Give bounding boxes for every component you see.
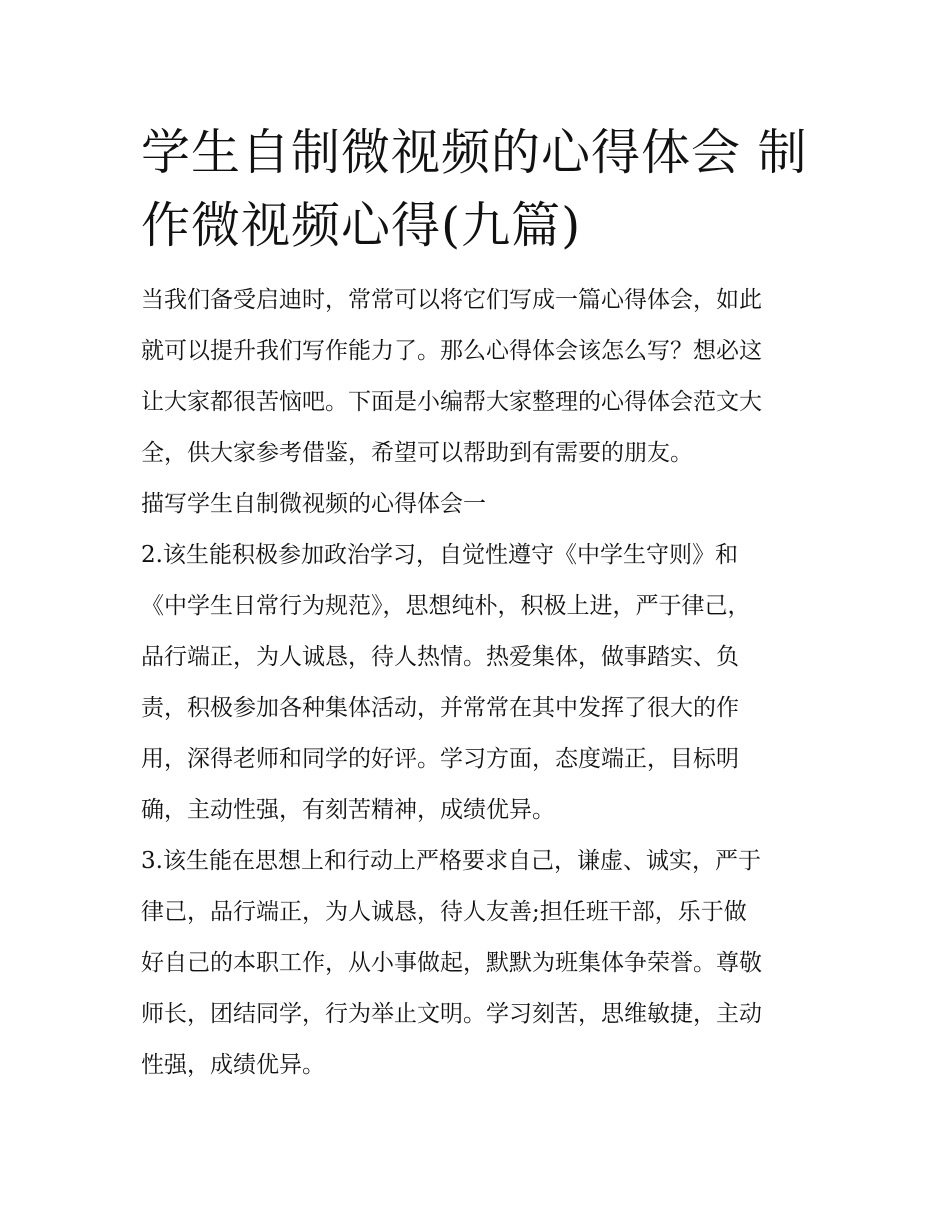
intro-line-3: 让大家都很苦恼吧。下面是小编帮大家整理的心得体会范文大 bbox=[141, 389, 762, 415]
item-2-paragraph bbox=[141, 530, 831, 836]
item-2-line-2: 《中学生日常行为规范》，思想纯朴，积极上进，严于律己， bbox=[141, 593, 751, 619]
title-line-1: 学生自制微视频的心得体会 制 bbox=[141, 124, 808, 181]
item-2-line-6: 确，主动性强，有刻苦精神，成绩优异。 bbox=[141, 797, 555, 823]
item-2-line-4: 责，积极参加各种集体活动，并常常在其中发挥了很大的作 bbox=[141, 695, 739, 721]
section-heading-text: 描写学生自制微视频的心得体会一 bbox=[141, 491, 486, 517]
item-3-line-4: 师长，团结同学，行为举止文明。学习刻苦，思维敏捷，主动 bbox=[141, 1001, 762, 1027]
item-3-line-2: 律己，品行端正，为人诚恳，待人友善;担任班干部，乐于做 bbox=[141, 899, 747, 925]
intro-line-1: 当我们备受启迪时，常常可以将它们写成一篇心得体会，如此 bbox=[141, 287, 762, 313]
title-line-2: 作微视频心得(九篇) bbox=[141, 197, 582, 254]
item-2-line-5: 用，深得老师和同学的好评。学习方面，态度端正，目标明 bbox=[141, 746, 739, 772]
intro-line-2: 就可以提升我们写作能力了。那么心得体会该怎么写？想必这 bbox=[141, 338, 762, 364]
item-3-paragraph bbox=[141, 836, 831, 1091]
item-3-line-3: 好自己的本职工作，从小事做起，默默为班集体争荣誉。尊敬 bbox=[141, 950, 762, 976]
document-title bbox=[141, 116, 831, 262]
intro-line-4: 全，供大家参考借鉴，希望可以帮助到有需要的朋友。 bbox=[141, 440, 693, 466]
section-heading bbox=[141, 479, 831, 530]
item-2-line-1: 2.该生能积极参加政治学习，自觉性遵守《中学生守则》和 bbox=[141, 542, 738, 568]
item-3-line-5: 性强，成绩优异。 bbox=[141, 1052, 325, 1078]
intro-paragraph bbox=[141, 275, 831, 479]
item-3-line-1: 3.该生能在思想上和行动上严格要求自己，谦虚、诚实，严于 bbox=[141, 848, 761, 874]
item-2-line-3: 品行端正，为人诚恳，待人热情。热爱集体，做事踏实、负 bbox=[141, 644, 739, 670]
